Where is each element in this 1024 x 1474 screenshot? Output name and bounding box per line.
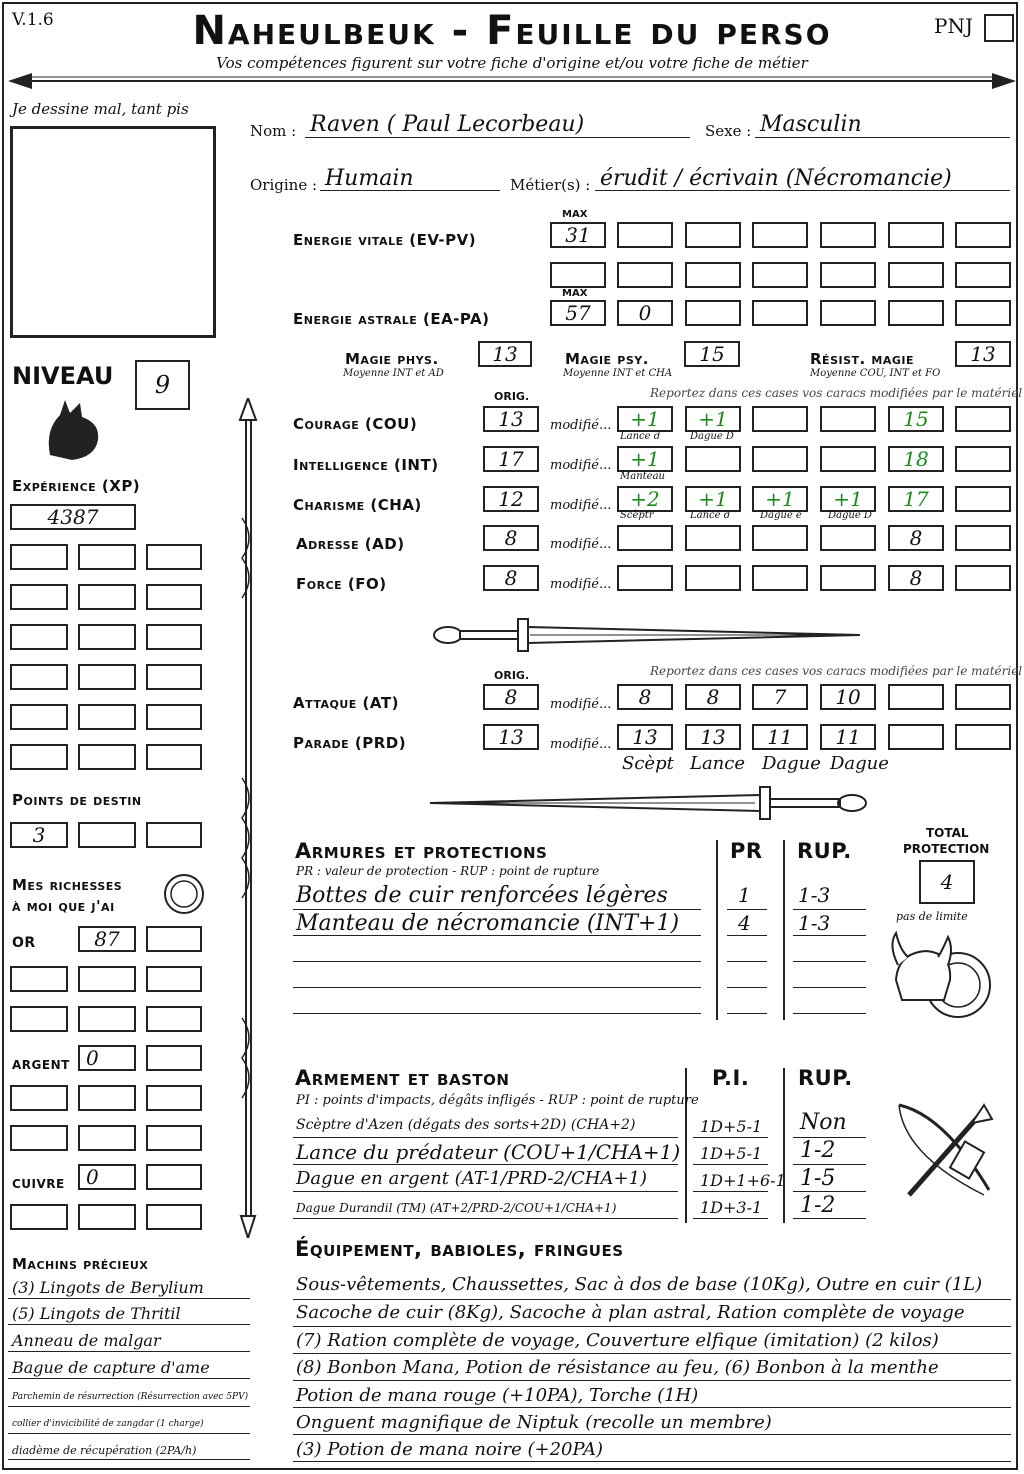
or-box[interactable] [10, 966, 68, 992]
pnj-label: PNJ [934, 14, 973, 38]
ev-box[interactable] [685, 262, 741, 288]
xp-box[interactable]: 4387 [10, 504, 136, 530]
cha-total-box[interactable]: 17 [888, 486, 944, 512]
destin-box[interactable] [78, 822, 136, 848]
modifie-label: modifié... [550, 737, 612, 752]
at-weapon-box[interactable]: 8 [685, 684, 741, 710]
destin-box[interactable]: 3 [10, 822, 68, 848]
weapon-item-name[interactable]: Dague en argent (AT-1/PRD-2/CHA+1) [296, 1168, 648, 1189]
ev-max-box[interactable]: 31 [550, 222, 606, 248]
or-box[interactable]: 87 [78, 926, 136, 952]
weapons-column-divider [783, 1068, 785, 1223]
metier-value[interactable]: érudit / écrivain (Nécromancie) [600, 166, 952, 191]
equipment-line[interactable]: Potion de mana rouge (+10PA), Torche (1H) [296, 1385, 699, 1406]
origine-value[interactable]: Humain [325, 166, 414, 191]
equipment-underline [293, 1299, 1011, 1300]
armor-item-pr[interactable]: 4 [738, 911, 751, 935]
int-total-box[interactable]: 18 [888, 446, 944, 472]
prd-weapon-box[interactable] [888, 724, 944, 750]
modifie-label: modifié... [550, 458, 612, 473]
armor-underline [793, 909, 866, 910]
or-box[interactable] [78, 1006, 136, 1032]
armor-underline [793, 987, 866, 988]
cou-mod-box[interactable] [955, 406, 1011, 432]
ea-box[interactable] [685, 300, 741, 326]
cuivre-box[interactable] [146, 1164, 202, 1190]
cha-mod-box[interactable]: +1 [820, 486, 876, 512]
weapon-name: Lance [690, 753, 746, 774]
weapons-column-divider [685, 1068, 687, 1223]
sexe-label: Sexe : [705, 122, 752, 140]
at-orig-box[interactable]: 8 [483, 684, 539, 710]
xp-history-box[interactable] [78, 664, 136, 690]
cou-total-box[interactable]: 15 [888, 406, 944, 432]
armor-item-pr[interactable]: 1 [738, 883, 751, 907]
armor-title: Armures et protections [295, 839, 548, 863]
destin-label: Points de destin [12, 791, 142, 809]
cou-mod-note: Dague D [690, 431, 734, 442]
machins-item[interactable]: collier d'invicibilité de zangdar (1 charge) [12, 1419, 204, 1429]
helmet-shield-icon [888, 925, 998, 1035]
prd-weapon-box[interactable]: 13 [685, 724, 741, 750]
fo-mod-box[interactable] [685, 565, 741, 591]
machins-underline [8, 1351, 250, 1352]
combat-orig-label: ORIG. [494, 669, 530, 682]
cou-mod-box[interactable] [752, 406, 808, 432]
xp-history-box[interactable] [78, 584, 136, 610]
resist-magie-box[interactable]: 13 [955, 341, 1011, 367]
weapon-item-pi[interactable]: 1D+1+6-1 [700, 1171, 786, 1190]
modifie-label: modifié... [550, 697, 612, 712]
fo-label: Force (FO) [296, 575, 387, 593]
int-mod-box[interactable] [955, 446, 1011, 472]
dragon-icon [40, 395, 105, 465]
equipment-line[interactable]: (7) Ration complète de voyage, Couverture elfique (imitation) (2 kilos) [296, 1330, 939, 1351]
cou-label: Courage (COU) [293, 415, 418, 433]
armor-column-divider [716, 840, 718, 1020]
xp-history-box[interactable] [78, 744, 136, 770]
staff-icon [228, 398, 268, 1238]
prd-label: Parade (PRD) [293, 734, 407, 752]
machins-item[interactable]: Anneau de malgar [12, 1331, 161, 1350]
niveau-box[interactable]: 9 [135, 360, 190, 410]
xp-history-box[interactable] [10, 744, 68, 770]
magie-psy-note: Moyenne INT et CHA [563, 368, 673, 379]
at-weapon-box[interactable]: 8 [617, 684, 673, 710]
ad-label: Adresse (AD) [296, 535, 405, 553]
machins-item[interactable]: Parchemin de résurrection (Résurrection avec 5PV) [12, 1392, 249, 1402]
argent-box[interactable] [10, 1085, 68, 1111]
carac-report-note: Reportez dans ces cases vos caracs modifiées par le matériel [650, 386, 1023, 400]
armor-note: PR : valeur de protection - RUP : point de rupture [296, 864, 600, 878]
int-orig-box[interactable]: 17 [483, 446, 539, 472]
sheet-subtitle: Vos compétences figurent sur votre fiche d'origine et/ou votre fiche de métier [216, 54, 808, 72]
machins-underline [8, 1324, 250, 1325]
armor-rup-header: RUP. [797, 839, 852, 863]
ev-box[interactable] [752, 222, 808, 248]
cou-mod-box[interactable]: +1 [617, 406, 673, 432]
modifie-label: modifié... [550, 498, 612, 513]
ev-box[interactable] [617, 222, 673, 248]
richesses-label: à moi que j'ai [12, 897, 115, 915]
modifie-label: modifié... [550, 418, 612, 433]
xp-history-box[interactable] [10, 544, 68, 570]
prd-weapon-box[interactable]: 13 [617, 724, 673, 750]
armor-item-rup[interactable]: 1-3 [798, 883, 831, 907]
weapons-title: Armement et baston [295, 1066, 510, 1090]
or-box[interactable] [146, 966, 202, 992]
cuivre-label: CUIVRE [12, 1177, 65, 1191]
armor-item-rup[interactable]: 1-3 [798, 911, 831, 935]
ev-box[interactable] [685, 222, 741, 248]
cha-mod-note: Dague D [828, 510, 872, 521]
weapon-underline [693, 1137, 768, 1138]
machins-item[interactable]: (5) Lingots de Thritil [12, 1304, 181, 1323]
resist-magie-note: Moyenne COU, INT et FO [810, 368, 941, 379]
magie-phys-label: Magie phys. [345, 350, 439, 368]
metier-label: Métier(s) : [510, 176, 591, 194]
ev-box[interactable] [752, 262, 808, 288]
int-mod-box[interactable] [685, 446, 741, 472]
xp-history-box[interactable] [146, 704, 202, 730]
fo-total-box[interactable]: 8 [888, 565, 944, 591]
xp-history-box[interactable] [78, 704, 136, 730]
magie-phys-box[interactable]: 13 [478, 341, 532, 367]
version-label: V.1.6 [12, 10, 54, 30]
magie-phys-note: Moyenne INT et AD [343, 368, 444, 379]
ev-box[interactable] [617, 262, 673, 288]
argent-box[interactable] [146, 1085, 202, 1111]
int-mod-box[interactable]: +1 [617, 446, 673, 472]
machins-underline [8, 1406, 250, 1407]
armor-underline [293, 1013, 701, 1014]
machins-item[interactable]: Bague de capture d'ame [12, 1358, 210, 1377]
xp-history-box[interactable] [10, 584, 68, 610]
prd-weapon-box[interactable] [955, 724, 1011, 750]
cha-mod-note: Dague e [760, 510, 802, 521]
ea-max-box[interactable]: 57 [550, 300, 606, 326]
at-weapon-box[interactable]: 10 [820, 684, 876, 710]
portrait-box[interactable] [10, 126, 216, 338]
armor-item-name[interactable]: Manteau de nécromancie (INT+1) [296, 911, 680, 936]
or-box[interactable] [146, 1006, 202, 1032]
ev-box[interactable] [820, 262, 876, 288]
combat-report-note: Reportez dans ces cases vos caracs modifiées par le matériel [650, 664, 1023, 678]
equipment-line[interactable]: (8) Bonbon Mana, Potion de résistance au feu, (6) Bonbon à la menthe [296, 1357, 939, 1378]
cou-orig-box[interactable]: 13 [483, 406, 539, 432]
weapon-item-rup[interactable]: Non [800, 1110, 847, 1135]
machins-item[interactable]: diadème de récupération (2PA/h) [12, 1444, 197, 1457]
ad-mod-box[interactable] [752, 525, 808, 551]
xp-history-box[interactable] [146, 744, 202, 770]
equipment-underline [293, 1407, 1011, 1408]
machins-underline [8, 1298, 250, 1299]
ev-max-label: MAX [562, 209, 588, 220]
argent-box[interactable] [146, 1125, 202, 1151]
total-protection-box[interactable]: 4 [919, 860, 975, 904]
machins-underline [8, 1433, 250, 1434]
destin-box[interactable] [146, 822, 202, 848]
equipment-underline [293, 1353, 1011, 1354]
argent-box[interactable] [146, 1045, 202, 1071]
sword-icon [430, 783, 870, 823]
ad-orig-box[interactable]: 8 [483, 525, 539, 551]
equipment-line[interactable]: Onguent magnifique de Niptuk (recolle un membre) [296, 1412, 772, 1433]
origine-underline [320, 190, 500, 191]
prd-weapon-box[interactable]: 11 [752, 724, 808, 750]
armor-underline [727, 1013, 767, 1014]
niveau-label: NIVEAU [12, 362, 114, 390]
armor-underline [293, 909, 701, 910]
ad-mod-box[interactable] [955, 525, 1011, 551]
argent-box[interactable] [78, 1125, 136, 1151]
equipment-underline [293, 1326, 1011, 1327]
ea-box[interactable] [888, 300, 944, 326]
armor-underline [727, 987, 767, 988]
equipment-line[interactable]: (3) Potion de mana noire (+20PA) [296, 1439, 603, 1460]
cuivre-box[interactable] [146, 1204, 202, 1230]
fo-mod-box[interactable] [820, 565, 876, 591]
xp-history-box[interactable] [78, 624, 136, 650]
cha-label: Charisme (CHA) [293, 496, 422, 514]
ad-mod-box[interactable] [685, 525, 741, 551]
xp-history-box[interactable] [146, 584, 202, 610]
cuivre-box[interactable] [10, 1204, 68, 1230]
weapons-pi-header: P.I. [712, 1066, 750, 1090]
armor-column-divider [783, 840, 785, 1020]
or-box[interactable] [10, 1006, 68, 1032]
xp-history-box[interactable] [10, 624, 68, 650]
weapon-item-name[interactable]: Dague Durandil (TM) (AT+2/PRD-2/COU+1/CHA+1) [296, 1201, 617, 1215]
sheet-title: Naheulbeuk - Feuille du perso [192, 8, 832, 54]
ev-box[interactable] [550, 262, 606, 288]
weapon-underline [293, 1218, 678, 1219]
equipment-title: Équipement, babioles, fringues [295, 1237, 624, 1261]
xp-history-box[interactable] [146, 544, 202, 570]
modifie-label: modifié... [550, 537, 612, 552]
cou-mod-box[interactable] [820, 406, 876, 432]
sexe-underline [755, 137, 1010, 138]
ev-box[interactable] [888, 262, 944, 288]
armor-underline [727, 909, 767, 910]
origine-label: Origine : [250, 176, 318, 194]
pnj-checkbox[interactable] [984, 14, 1014, 42]
weapon-item-pi[interactable]: 1D+3-1 [700, 1198, 763, 1217]
total-protection-label: PROTECTION [903, 842, 990, 856]
coin-icon [162, 872, 206, 916]
nom-label: Nom : [250, 122, 297, 140]
sword-icon [430, 615, 870, 655]
modifie-label: modifié... [550, 577, 612, 592]
machins-item[interactable]: (3) Lingots de Berylium [12, 1278, 204, 1297]
ev-label: Energie vitale (EV-PV) [293, 231, 477, 249]
or-box[interactable] [146, 926, 202, 952]
xp-history-box[interactable] [146, 664, 202, 690]
ad-mod-box[interactable] [820, 525, 876, 551]
cha-mod-box[interactable]: +2 [617, 486, 673, 512]
armor-underline [727, 961, 767, 962]
int-mod-note: Manteau [620, 471, 665, 482]
cou-mod-box[interactable]: +1 [685, 406, 741, 432]
equipment-underline [293, 1434, 1011, 1435]
int-mod-box[interactable] [820, 446, 876, 472]
ev-box[interactable] [820, 222, 876, 248]
ea-max-label: MAX [562, 288, 588, 299]
or-label: OR [12, 935, 36, 951]
xp-history-box[interactable] [146, 624, 202, 650]
weapon-underline [293, 1137, 678, 1138]
armor-underline [293, 961, 701, 962]
armor-underline [727, 935, 767, 936]
equipment-underline [293, 1380, 1011, 1381]
xp-label: Expérience (XP) [12, 477, 141, 495]
cou-mod-note: Lance d [620, 431, 661, 442]
weapon-name: Dague [762, 753, 821, 774]
armor-underline [793, 935, 866, 936]
magie-psy-box[interactable]: 15 [684, 341, 740, 367]
ad-mod-box[interactable] [617, 525, 673, 551]
cha-orig-box[interactable]: 12 [483, 486, 539, 512]
magie-psy-label: Magie psy. [565, 350, 649, 368]
armor-underline [293, 987, 701, 988]
nom-underline [305, 137, 690, 138]
argent-box[interactable] [10, 1125, 68, 1151]
weapons-rup-header: RUP. [798, 1066, 853, 1090]
fo-orig-box[interactable]: 8 [483, 565, 539, 591]
machins-underline [8, 1378, 250, 1379]
int-label: Intelligence (INT) [293, 456, 439, 474]
fo-mod-box[interactable] [955, 565, 1011, 591]
fo-mod-box[interactable] [752, 565, 808, 591]
weapon-underline [793, 1191, 866, 1192]
weapon-item-rup[interactable]: 1-5 [800, 1166, 836, 1191]
argent-box[interactable]: 0 [78, 1045, 136, 1071]
portrait-caption: Je dessine mal, tant pis [12, 100, 189, 118]
armor-underline [793, 1013, 866, 1014]
weapon-item-rup[interactable]: 1-2 [800, 1138, 836, 1163]
armor-pr-header: PR [730, 839, 763, 863]
nom-value[interactable]: Raven ( Paul Lecorbeau) [310, 112, 585, 137]
equipment-line[interactable]: Sous-vêtements, Chaussettes, Sac à dos de base (10Kg), Outre en cuir (1L) [296, 1274, 983, 1295]
weapon-name: Scèpt [622, 753, 674, 774]
weapon-underline [693, 1191, 768, 1192]
weapon-underline [793, 1218, 866, 1219]
at-label: Attaque (AT) [293, 694, 399, 712]
at-weapon-box[interactable]: 7 [752, 684, 808, 710]
at-weapon-box[interactable] [888, 684, 944, 710]
equipment-line[interactable]: Sacoche de cuir (8Kg), Sacoche à plan astral, Ration complète de voyage [296, 1302, 965, 1323]
armor-underline [793, 961, 866, 962]
cuivre-box[interactable]: 0 [78, 1164, 136, 1190]
machins-underline [8, 1459, 250, 1460]
machins-label: Machins précieux [12, 1255, 149, 1273]
carac-orig-label: ORIG. [494, 390, 530, 403]
ev-box[interactable] [955, 222, 1011, 248]
equipment-underline [293, 1461, 1011, 1462]
cha-mod-box[interactable]: +1 [685, 486, 741, 512]
cha-mod-box[interactable] [955, 486, 1011, 512]
total-protection-label: TOTAL [926, 826, 969, 840]
sexe-value[interactable]: Masculin [760, 112, 862, 137]
prd-weapon-box[interactable]: 11 [820, 724, 876, 750]
armor-item-name[interactable]: Bottes de cuir renforcées légères [296, 883, 668, 908]
cha-mod-note: Scèptr [620, 510, 654, 521]
weapons-crossed-icon [884, 1095, 1004, 1210]
weapon-name: Dague [830, 753, 889, 774]
ea-box[interactable] [955, 300, 1011, 326]
ea-box[interactable] [752, 300, 808, 326]
cha-mod-box[interactable]: +1 [752, 486, 808, 512]
ev-box[interactable] [888, 222, 944, 248]
weapon-underline [293, 1191, 678, 1192]
richesses-label: Mes richesses [12, 876, 123, 894]
ea-box[interactable] [820, 300, 876, 326]
fo-mod-box[interactable] [617, 565, 673, 591]
xp-history-box[interactable] [10, 664, 68, 690]
weapon-item-rup[interactable]: 1-2 [800, 1193, 836, 1218]
weapons-note: PI : points d'impacts, dégâts infligés - RUP : point de rupture [296, 1093, 699, 1108]
ad-total-box[interactable]: 8 [888, 525, 944, 551]
argent-box[interactable] [78, 1085, 136, 1111]
weapon-item-name[interactable]: Lance du prédateur (COU+1/CHA+1) [296, 1140, 681, 1164]
xp-history-box[interactable] [10, 704, 68, 730]
weapon-underline [693, 1218, 768, 1219]
weapon-item-pi[interactable]: 1D+5-1 [700, 1144, 763, 1163]
armor-underline [293, 935, 701, 936]
weapon-underline [293, 1164, 678, 1165]
weapon-item-name[interactable]: Scèptre d'Azen (dégats des sorts+2D) (CHA+2) [296, 1117, 636, 1133]
arrow-divider-icon [8, 68, 1016, 94]
prd-orig-box[interactable]: 13 [483, 724, 539, 750]
int-mod-box[interactable] [752, 446, 808, 472]
cha-mod-note: Lance d [690, 510, 731, 521]
xp-history-box[interactable] [78, 544, 136, 570]
ev-box[interactable] [955, 262, 1011, 288]
resist-magie-label: Résist. magie [810, 350, 915, 368]
or-box[interactable] [78, 966, 136, 992]
weapon-underline [793, 1164, 866, 1165]
weapon-item-pi[interactable]: 1D+5-1 [700, 1117, 763, 1136]
weapon-underline [693, 1164, 768, 1165]
metier-underline [595, 190, 1010, 191]
cuivre-box[interactable] [78, 1204, 136, 1230]
at-weapon-box[interactable] [955, 684, 1011, 710]
argent-label: ARGENT [12, 1058, 70, 1072]
limit-note: pas de limite [896, 910, 968, 923]
ea-label: Energie astrale (EA-PA) [293, 310, 490, 328]
ea-current-box[interactable]: 0 [617, 300, 673, 326]
